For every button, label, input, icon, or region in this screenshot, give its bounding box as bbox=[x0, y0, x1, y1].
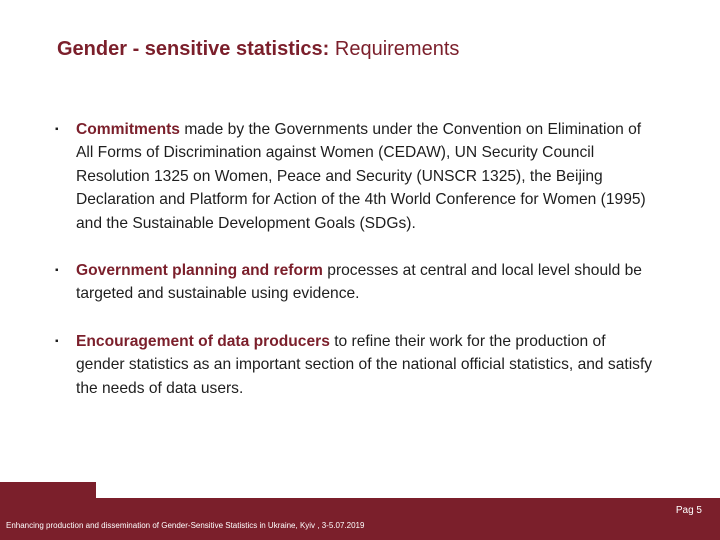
bullet-item-data-producers bbox=[55, 330, 658, 400]
slide-title-rest: Requirements bbox=[329, 38, 460, 60]
footer-tab bbox=[0, 482, 96, 498]
slide-title bbox=[57, 38, 459, 61]
bullet-lead: Government planning and reform bbox=[76, 262, 323, 280]
bullet-marker-icon: ▪ bbox=[55, 265, 59, 277]
bullet-lead: Encouragement of data producers bbox=[76, 332, 330, 350]
bullet-text: made by the Governments under the Convention on Elimination of All Forms of Discrimination against Women (CEDAW), UN Security Council Resolution 1325 on Women, Peace and Security (UNSCR 1325), the Beijing Declaration and Platform for Action of the 4th World Conference for Women (1995) and the Sustainable Development Goals (SDGs). bbox=[76, 121, 646, 232]
footer-caption: Enhancing production and dissemination of Gender-Sensitive Statistics in Ukraine, Kyiv , 3-5.07.2019 bbox=[6, 521, 365, 530]
bullet-list bbox=[55, 118, 658, 424]
page-number: Pag 5 bbox=[675, 505, 702, 516]
bullet-text: to refine their work for the production of gender statistics as an important section of the national official statistics, and satisfy the needs of data users. bbox=[76, 332, 653, 397]
bullet-item-commitments bbox=[55, 118, 658, 235]
bullet-marker-icon: ▪ bbox=[55, 335, 59, 347]
footer-bar bbox=[0, 498, 720, 540]
slide-title-bold: Gender - sensitive statistics: bbox=[57, 38, 330, 60]
bullet-lead: Commitments bbox=[76, 121, 180, 138]
bullet-marker-icon: ▪ bbox=[55, 124, 59, 135]
bullet-text: processes at central and local level should be targeted and sustainable using evidence. bbox=[76, 262, 642, 303]
bullet-item-government-planning bbox=[55, 259, 658, 306]
